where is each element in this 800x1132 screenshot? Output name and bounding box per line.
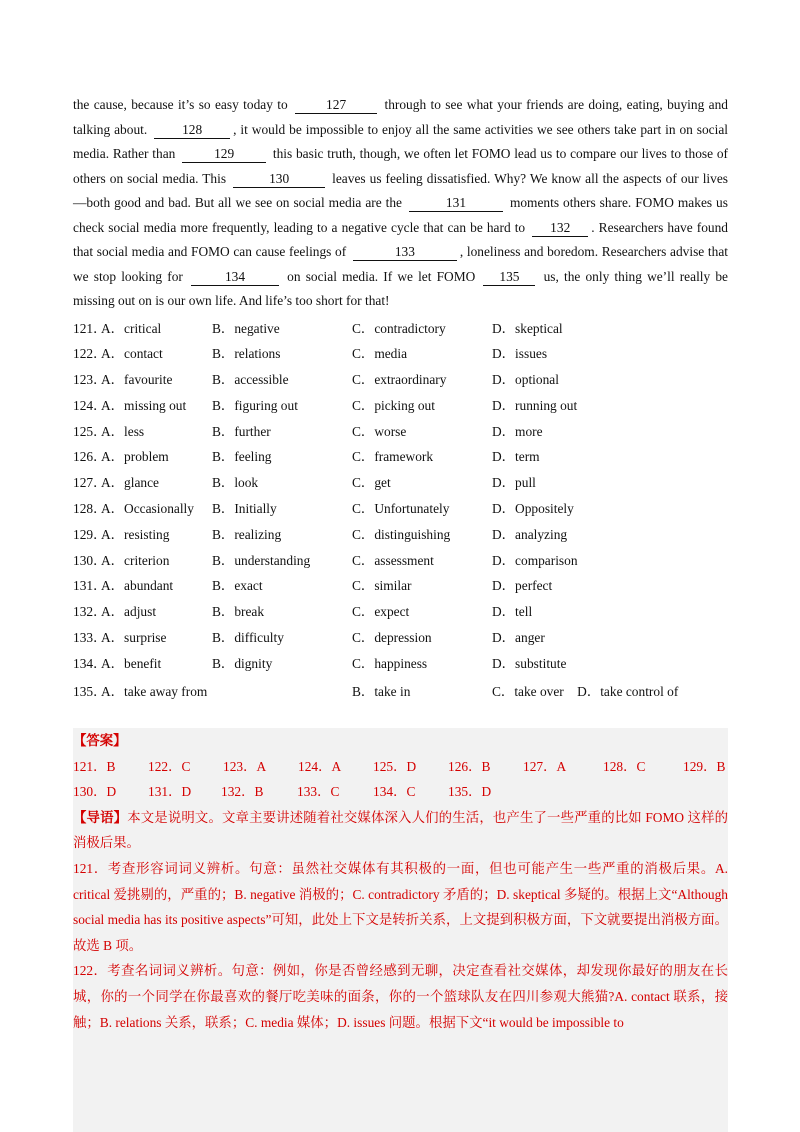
- passage-fragment: on social media. If we let FOMO: [287, 268, 476, 284]
- passage-fragment: through to see what your friends are doing, eating, buying and talking about.: [73, 97, 728, 137]
- option-c: C．Unfortunately: [352, 501, 450, 517]
- answer-item: 129．B: [683, 758, 726, 774]
- question-number: 125．: [73, 423, 107, 439]
- option-d: D．perfect: [492, 578, 553, 594]
- answer-item: 121．B: [73, 758, 116, 774]
- option-a: A．take away from: [101, 683, 208, 699]
- passage-section: [73, 93, 728, 704]
- option-row: [73, 651, 728, 677]
- option-row: [73, 548, 728, 574]
- option-d: D．anger: [492, 630, 545, 646]
- option-row: [73, 573, 728, 599]
- answer-item: 134．C: [373, 784, 416, 800]
- option-b: B．exact: [212, 578, 263, 594]
- option-d: D．substitute: [492, 655, 567, 671]
- option-row: [73, 341, 728, 367]
- question-number: 127．: [73, 475, 107, 491]
- option-d: D．Oppositely: [492, 501, 574, 517]
- question-number: 130．: [73, 552, 107, 568]
- explanation-121: 121．考查形容词词义辨析。句意：虽然社交媒体有其积极的一面，但也可能产生一些严重的消极后果。A. critical 爱挑剔的，严重的；B. negative 消极的；C. contradictory 矛盾的；D. skeptical 多疑的。根据上文“Although social media has its positive aspects”可知，此处上下文是转折关系，上文提到积极方面，下文就要提出消极方面。故选 B 项。: [73, 860, 728, 953]
- option-c: C．framework: [352, 449, 434, 465]
- passage-fragment: the cause, because it’s so easy today to: [73, 97, 288, 112]
- answer-item: 133．C: [297, 784, 340, 800]
- option-c: C．happiness: [352, 655, 428, 671]
- answer-item: 130．D: [73, 784, 117, 800]
- answer-row-1: [73, 754, 728, 780]
- option-d: D．optional: [492, 372, 559, 388]
- option-a: A．adjust: [101, 604, 157, 620]
- option-d: D．tell: [492, 604, 533, 620]
- question-number: 133．: [73, 630, 107, 646]
- option-a: A．problem: [101, 449, 169, 465]
- option-c: C．get: [352, 475, 391, 491]
- option-d: D．skeptical: [492, 320, 563, 336]
- option-a: A．Occasionally: [101, 501, 194, 517]
- question-number: 135．: [73, 683, 107, 699]
- option-a: A．benefit: [101, 655, 162, 671]
- option-a: A．missing out: [101, 397, 187, 413]
- option-c: C．distinguishing: [352, 526, 451, 542]
- option-a: A．critical: [101, 320, 162, 336]
- option-a: A．surprise: [101, 630, 167, 646]
- option-a: A．favourite: [101, 372, 173, 388]
- passage-fragment: , it would be impossible to enjoy all the same activities we see others take part in on social media. Rather than: [73, 121, 728, 161]
- answer-item: 126．B: [448, 758, 491, 774]
- option-b: B．difficulty: [212, 630, 284, 646]
- question-number: 124．: [73, 397, 107, 413]
- answer-item: 131．D: [148, 784, 192, 800]
- option-row: [73, 419, 728, 445]
- option-c: C．media: [352, 346, 408, 362]
- answer-item: 128．C: [603, 758, 646, 774]
- option-a: A．less: [101, 423, 145, 439]
- answer-heading: 【答案】: [73, 733, 127, 748]
- option-a: A．resisting: [101, 526, 170, 542]
- option-b: B．feeling: [212, 449, 272, 465]
- option-c: C．worse: [352, 423, 407, 439]
- option-c: C．expect: [352, 604, 410, 620]
- blank-132: 132: [532, 219, 588, 237]
- option-row: [73, 496, 728, 522]
- option-c: C．contradictory: [352, 320, 446, 336]
- guide-paragraph: [73, 805, 728, 856]
- answer-item: 127．A: [523, 758, 567, 774]
- option-b: B．dignity: [212, 655, 273, 671]
- passage-fragment: moments others share. FOMO makes us check social media more frequently, leading to a negative cycle that can be hard to: [73, 195, 728, 235]
- option-row: [73, 470, 728, 496]
- answer-item: 132．B: [221, 784, 264, 800]
- question-number: 126．: [73, 449, 107, 465]
- option-a: A．criterion: [101, 552, 170, 568]
- option-row: [73, 679, 728, 705]
- option-row: [73, 625, 728, 651]
- blank-130: 130: [233, 170, 325, 188]
- blank-131: 131: [409, 194, 503, 212]
- option-c: C．picking out: [352, 397, 435, 413]
- answer-item: 122．C: [148, 758, 191, 774]
- passage-fragment: leaves us feeling dissatisfied. Why? We know all the aspects of our lives—both good and bad. But all we see on social media are the: [73, 170, 728, 210]
- option-d: D．issues: [492, 346, 548, 362]
- option-b: B．realizing: [212, 526, 282, 542]
- guide-text: 本文是说明文。文章主要讲述随着社交媒体深入人们的生活，也产生了一些严重的比如 FOMO 这样的消极后果。: [73, 809, 729, 851]
- question-options: [73, 316, 728, 677]
- option-a: A．glance: [101, 475, 160, 491]
- option-row: [73, 522, 728, 548]
- explanation-122: 122．考查名词词义辨析。句意：例如，你是否曾经感到无聊，决定查看社交媒体，却发现你最好的朋友在长城，你的一个同学在你最喜欢的餐厅吃美味的面条，你的一个篮球队友在四川参观大熊猫?A. contact 联系，接触；B. relations 关系，联系；C. media 媒体；D. issues 问题。根据下文“it would be impossible to: [73, 963, 728, 1030]
- passage-fragment: us, the only thing we’ll really be missing out on is our own life. And life’s too short for that!: [73, 268, 728, 308]
- question-number: 128．: [73, 501, 107, 517]
- option-row: [73, 367, 728, 393]
- option-d: D．pull: [492, 475, 536, 491]
- question-number: 131．: [73, 578, 107, 594]
- question-number: 122．: [73, 346, 107, 362]
- answer-item: 135．D: [448, 784, 492, 800]
- passage-text: [73, 93, 728, 314]
- option-b: B．break: [212, 604, 265, 620]
- option-d: D．term: [492, 449, 540, 465]
- passage-fragment: . Researchers have found that social media and FOMO can cause feelings of: [73, 219, 728, 259]
- blank-127: 127: [295, 96, 377, 114]
- option-b: B．Initially: [212, 501, 277, 517]
- option-b: B．relations: [212, 346, 281, 362]
- option-row: [73, 444, 728, 470]
- answer-item: 124．A: [298, 758, 342, 774]
- blank-135: 135: [483, 268, 535, 286]
- passage-fragment: this basic truth, though, we often let FOMO lead us to compare our lives to those of others on social media. This: [73, 146, 728, 186]
- blank-134: 134: [191, 268, 279, 286]
- option-d: D．analyzing: [492, 526, 568, 542]
- passage-fragment: , loneliness and boredom. Researchers advise that we stop looking for: [73, 244, 728, 284]
- question-number: 121．: [73, 320, 107, 336]
- question-number: 134．: [73, 655, 107, 671]
- option-b: B．further: [212, 423, 271, 439]
- question-135: [73, 679, 728, 705]
- question-number: 129．: [73, 526, 107, 542]
- option-d: D．more: [492, 423, 543, 439]
- blank-128: 128: [154, 121, 230, 139]
- option-d: D．comparison: [492, 552, 578, 568]
- blank-133: 133: [353, 243, 457, 261]
- option-b: B．take in: [352, 683, 411, 699]
- option-b: B．negative: [212, 320, 280, 336]
- answer-row-2: [73, 779, 728, 805]
- option-c: C．similar: [352, 578, 412, 594]
- option-b: B．look: [212, 475, 259, 491]
- option-d: D．running out: [492, 397, 578, 413]
- option-b: B．accessible: [212, 372, 289, 388]
- option-b: B．figuring out: [212, 397, 298, 413]
- blank-129: 129: [182, 145, 266, 163]
- question-number: 123．: [73, 372, 107, 388]
- option-row: [73, 316, 728, 342]
- question-number: 132．: [73, 604, 107, 620]
- answer-item: 125．D: [373, 758, 417, 774]
- option-a: A．abundant: [101, 578, 174, 594]
- option-b: B．understanding: [212, 552, 311, 568]
- answer-item: 123．A: [223, 758, 267, 774]
- option-row: [73, 393, 728, 419]
- option-row: [73, 599, 728, 625]
- option-c: C．assessment: [352, 552, 434, 568]
- guide-label: 【导语】: [73, 809, 128, 825]
- answer-section: [73, 728, 728, 1132]
- option-c: C．extraordinary: [352, 372, 447, 388]
- option-a: A．contact: [101, 346, 163, 362]
- option-c: C．depression: [352, 630, 432, 646]
- option-c-d: C．take over D．take control of: [492, 683, 679, 699]
